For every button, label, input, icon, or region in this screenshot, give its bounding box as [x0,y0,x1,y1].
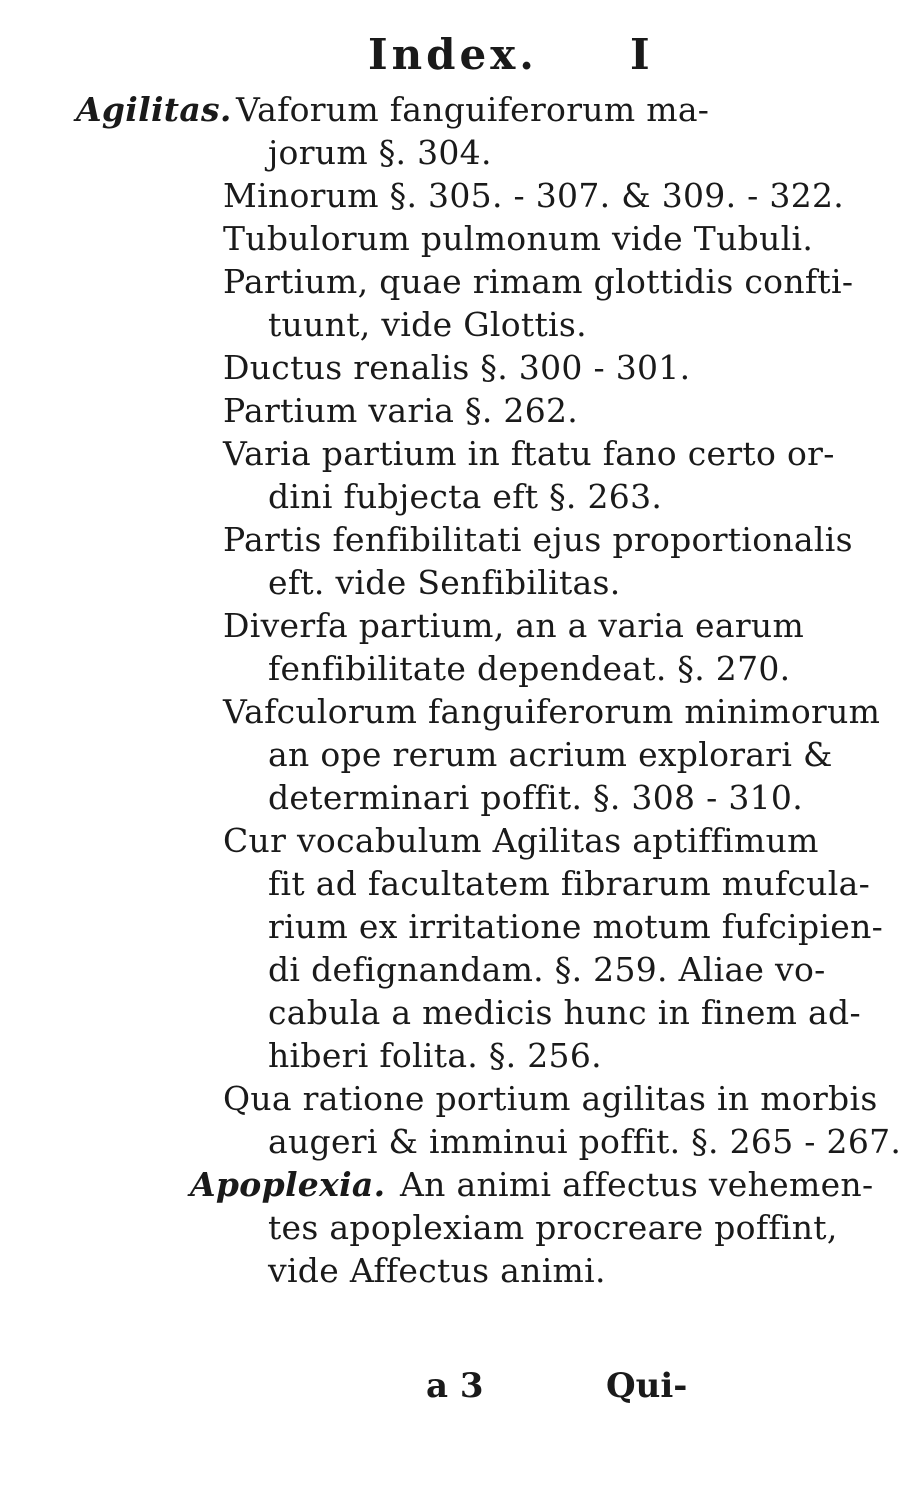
entry-line [0,432,835,475]
entry-line [0,776,803,819]
page-footer [0,1366,800,1416]
index-entry [0,518,853,604]
entry-text: Qua ratione portium agilitas in morbis [223,1079,878,1118]
index-entry [0,217,814,260]
index-entry [0,432,835,518]
entry-text: tuunt, vide Glottis. [268,305,587,344]
entry-text: augeri & imminui poffit. §. 265 - 267. [268,1122,901,1161]
entry-line [0,131,800,174]
entry-line [0,948,826,991]
entry-line [0,475,800,518]
page-mark: I [630,30,650,79]
entry-text: Cur vocabulum Agilitas aptiffimum [223,821,819,860]
entry-text: an ope rerum acrium explorari & [268,735,833,774]
entry-line [0,1206,838,1249]
entry-text: Partis fenfibilitati ejus proportionalis [223,520,853,559]
index-headword: Agilitas. [76,90,232,129]
entry-line [0,862,871,905]
entry-text: fit ad facultatem fibrarum mufcula- [268,864,871,903]
entry-text: tes apoplexiam procreare poffint, [268,1208,838,1247]
catchword: Qui- [606,1366,688,1406]
entry-line [0,905,884,948]
index-entry [0,1163,874,1292]
entry-line [0,1163,874,1206]
entry-text: Vaforum fanguiferorum ma- [236,90,710,129]
index-entry [0,819,884,1077]
index-body [0,88,901,1292]
entry-line [0,518,853,561]
entry-text: Tubulorum pulmonum vide Tubuli. [223,219,814,258]
entry-text: Partium, quae rimam glottidis confti- [223,262,854,301]
entry-line [0,1249,800,1292]
entry-line [0,819,819,862]
entry-line [0,260,854,303]
entry-text: Diverfa partium, an a varia earum [223,606,805,645]
index-entry [0,346,800,389]
entry-text: vide Affectus animi. [268,1251,606,1290]
signature-mark: a 3 [426,1366,484,1406]
entry-line [0,690,881,733]
entry-text: rium ex irritatione motum fufcipien- [268,907,884,946]
entry-text: An animi affectus vehemen- [400,1165,874,1204]
entry-line [0,1077,878,1120]
page-header [0,30,800,86]
index-entry [0,88,800,174]
entry-text: eft. vide Senfibilitas. [268,563,621,602]
index-entry [0,1077,901,1163]
entry-text: determinari poffit. §. 308 - 310. [268,778,803,817]
entry-text: hiberi folita. §. 256. [268,1036,602,1075]
entry-text: dini fubjecta eft §. 263. [268,477,663,516]
entry-text: Ductus renalis §. 300 - 301. [223,348,691,387]
entry-text: jorum §. 304. [268,133,492,172]
entry-text: Partium varia §. 262. [223,391,579,430]
entry-text: di defignandam. §. 259. Aliae vo- [268,950,826,989]
index-entry [0,690,881,819]
entry-line [0,346,800,389]
entry-line [0,561,800,604]
entry-text: Vafculorum fanguiferorum minimorum [223,692,881,731]
index-entry [0,604,805,690]
running-title: Index. [368,30,538,79]
entry-text: Varia partium in ftatu fano certo or- [223,434,835,473]
index-headword: Apoplexia. [190,1165,386,1204]
entry-text: Minorum §. 305. - 307. & 309. - 322. [223,176,845,215]
entry-line [0,647,800,690]
index-entry [0,174,845,217]
entry-line [0,733,833,776]
entry-line [0,217,814,260]
entry-line [0,1034,800,1077]
entry-line [0,991,861,1034]
entry-line [0,389,800,432]
entry-line [0,174,845,217]
entry-text: cabula a medicis hunc in finem ad- [268,993,861,1032]
index-entry [0,260,854,346]
entry-text: fenfibilitate dependeat. §. 270. [268,649,791,688]
index-entry [0,389,800,432]
entry-line [0,88,800,131]
entry-line [0,1120,901,1163]
entry-line [0,303,800,346]
entry-line [0,604,805,647]
